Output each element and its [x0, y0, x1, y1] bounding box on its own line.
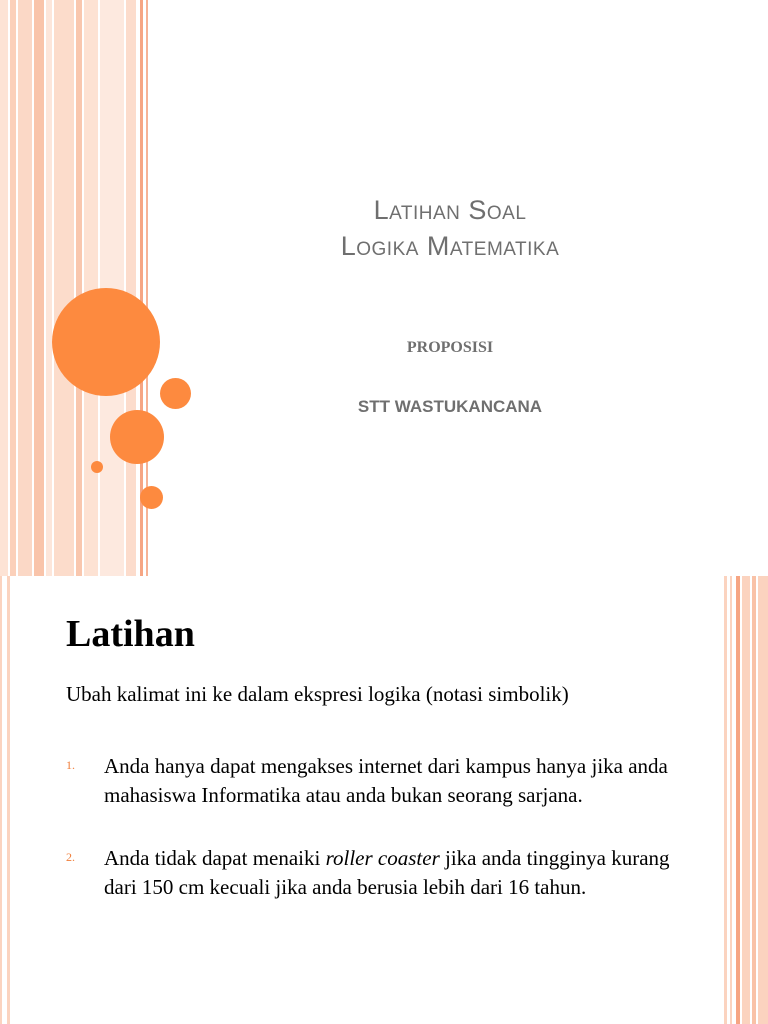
- text-segment: jika anda tingginya kurang dari 150 cm kecuali jika anda berusia lebih dari 16 tahun.: [104, 846, 670, 899]
- stripe-decoration: [76, 0, 82, 576]
- title-line-2: Logika Matematika: [340, 231, 560, 261]
- list-number: 1.: [66, 758, 75, 772]
- stripe-decoration: [0, 576, 2, 1024]
- decorative-circle-large: [52, 288, 160, 396]
- stripe-decoration: [0, 0, 8, 576]
- italic-term: roller coaster: [325, 846, 440, 870]
- decorative-circle: [160, 378, 191, 409]
- stripe-decoration: [752, 576, 756, 1024]
- slide-title: [250, 192, 650, 264]
- slide-subtitle: PROPOSISI: [406, 339, 494, 356]
- stripe-decoration: [7, 576, 10, 1024]
- decorative-circle: [110, 410, 164, 464]
- stripe-decoration: [758, 576, 768, 1024]
- list-item: [66, 844, 706, 902]
- decorative-circle-small: [91, 461, 103, 473]
- text-segment: Anda tidak dapat menaiki: [104, 846, 326, 870]
- stripe-decoration: [736, 576, 740, 1024]
- list-item: [66, 752, 706, 810]
- stripe-decoration: [46, 0, 52, 576]
- slide-intro-text: Ubah kalimat ini ke dalam ekspresi logika (notasi simbolik): [66, 682, 569, 706]
- stripe-decoration: [730, 576, 732, 1024]
- stripe-decoration: [724, 576, 727, 1024]
- stripe-decoration: [34, 0, 44, 576]
- stripe-decoration: [10, 0, 16, 576]
- list-item-text: Anda hanya dapat mengakses internet dari kampus hanya jika anda mahasiswa Informatika atau anda bukan seorang sarjana.: [104, 754, 668, 807]
- content-slide: [0, 576, 768, 1024]
- title-line-1: Latihan Soal: [373, 195, 527, 225]
- organization-name: STT WASTUKANCANA: [357, 397, 543, 416]
- slide-heading: Latihan: [66, 613, 195, 655]
- list-item-text: [104, 844, 706, 902]
- stripe-decoration: [18, 0, 32, 576]
- stripe-decoration: [54, 0, 74, 576]
- list-number: 2.: [66, 850, 75, 864]
- question-list: [66, 752, 706, 936]
- decorative-circle: [140, 486, 163, 509]
- stripe-decoration: [742, 576, 750, 1024]
- stripe-decoration: [126, 0, 136, 576]
